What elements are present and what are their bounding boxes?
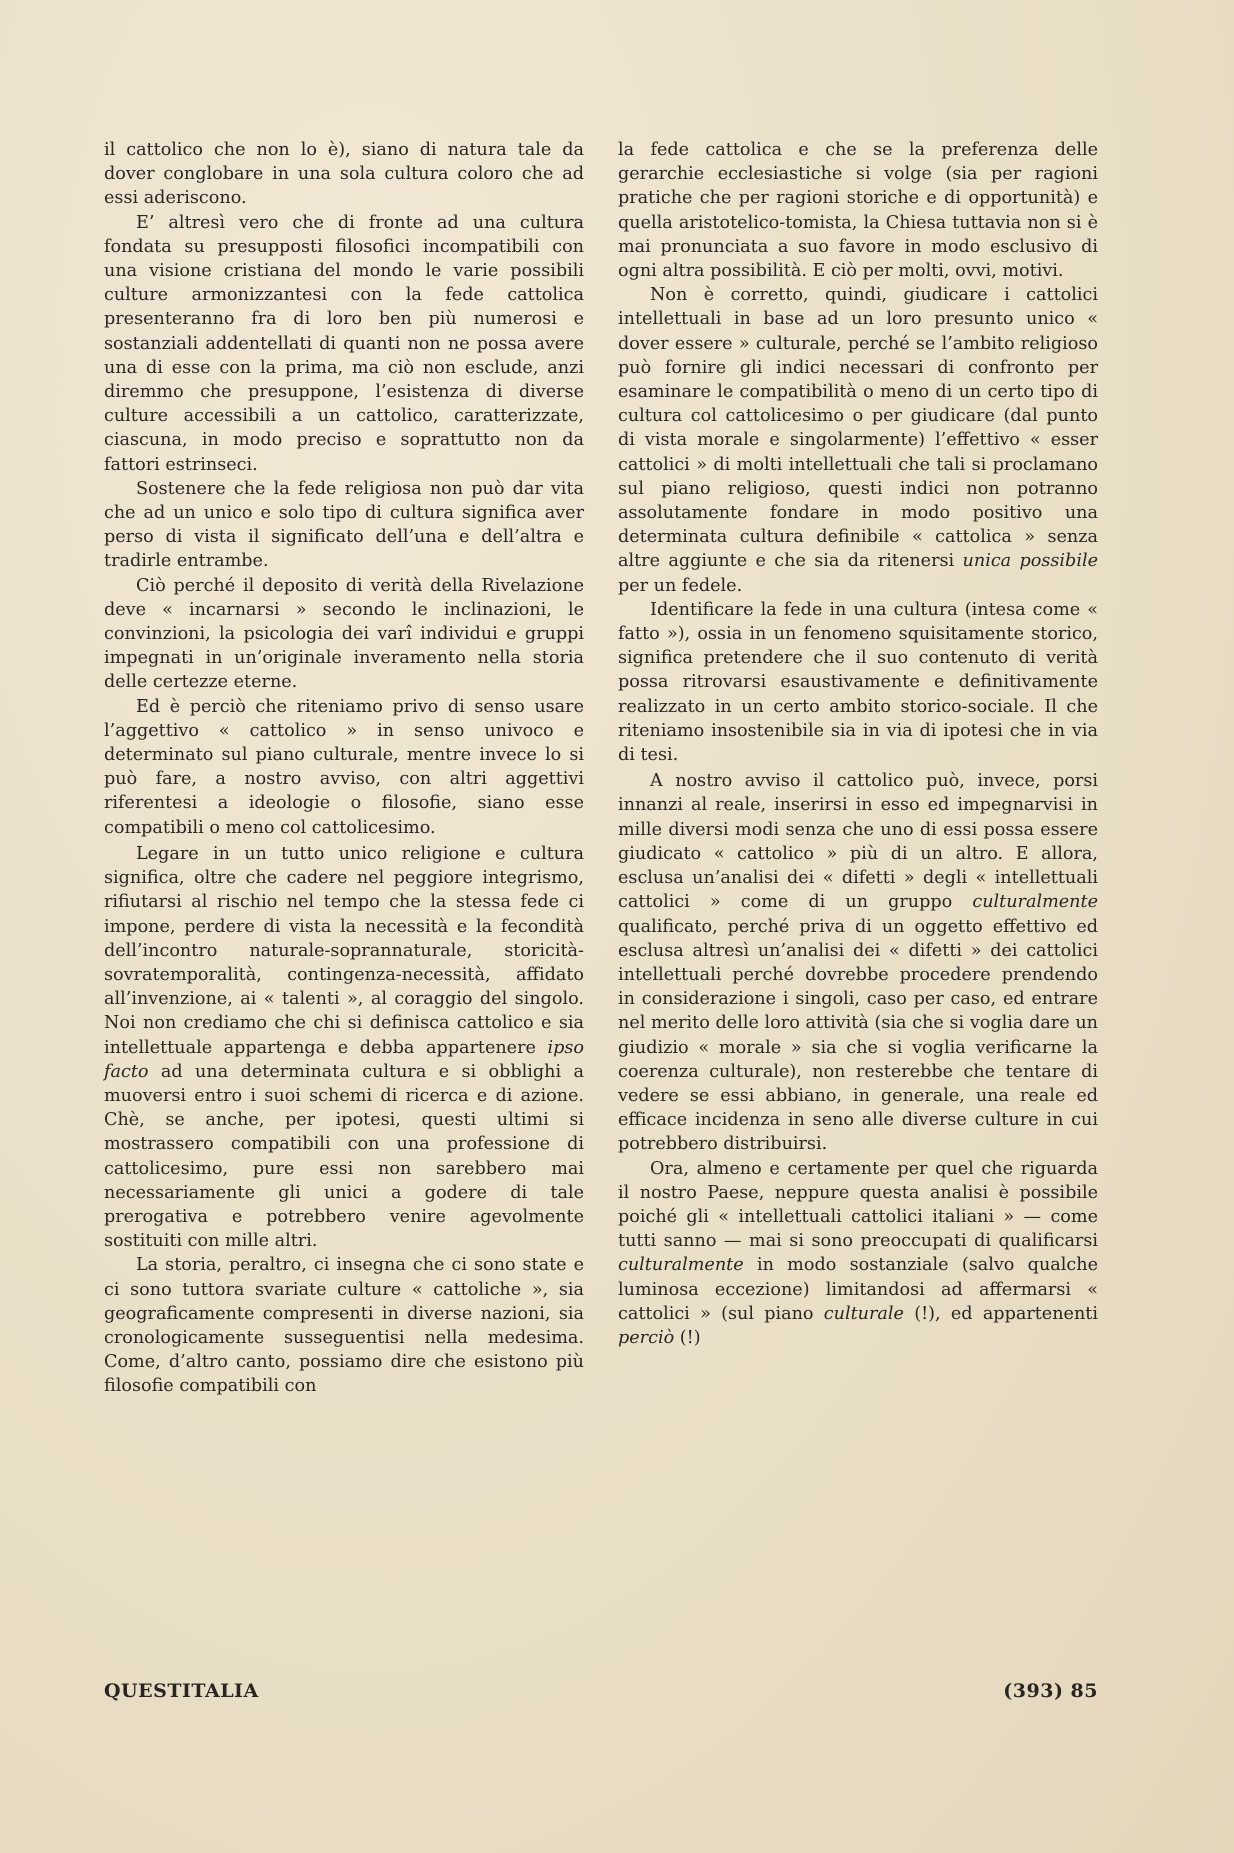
paragraph: Ora, almeno e certamente per quel che riguarda il nostro Paese, neppure questa analisi è possibile poiché gli « intellettuali cattolici italiani » — come tutti sanno — mai si sono preoccupati di qualificarsi culturalmente in modo sostanziale (salvo qualche luminosa eccezione) limitandosi ad affermarsi « cattolici » (sul piano culturale (!), ed appartenenti perciò (!) [618,1158,1098,1348]
paragraph: il cattolico che non lo è), siano di natura tale da dover conglobare in una sola cultura coloro che ad essi aderiscono. [104,140,584,209]
paragraph: A nostro avviso il cattolico può, invece, porsi innanzi al reale, inserirsi in esso ed impegnarvisi in mille diversi modi senza che uno di essi possa essere giudicato « cattolico » più di un altro. E allora, esclusa un’analisi dei « difetti » degli « intellettuali cattolici » come di un gruppo culturalmente qualificato, perché priva di un oggetto effettivo ed esclusa altresì un’analisi dei « difetti » dei cattolici intellettuali perché dovrebbe procedere prendendo in considerazione i singoli, caso per caso, ed entrare nel merito delle loro attività (sia che si voglia dare un giudizio « morale » sia che si voglia verificarne la coerenza culturale), non resterebbe che tentare di vedere se essi abbiano, in generale, una reale ed efficace incidenza in seno alle diverse culture in cui potrebbero distribuirsi. [618,771,1098,1155]
page-number: (393) 85 [1003,1680,1098,1702]
paragraph: Ciò perché il deposito di verità della Rivelazione deve « incarnarsi » secondo le inclinazioni, le convinzioni, la psicologia dei varî individui e gruppi impegnati in un’originale inveramento nella storia delle certezze eterne. [104,575,584,693]
paragraph: La storia, peraltro, ci insegna che ci sono state e ci sono tuttora svariate culture « cattoliche », sia geograficamente compresenti in diverse nazioni, sia cronologicamente susseguentisi nella medesima. Come, d’altro canto, possiamo dire che esistono più filosofie compatibili con [104,1255,584,1397]
paragraph: E’ altresì vero che di fronte ad una cultura fondata su presupposti filosofici incompatibili con una visione cristiana del mondo le varie possibili culture armonizzantesi con la fede cattolica presenteranno fra di loro ben più numerosi e sostanziali addentellati di quanti non ne possa avere una di esse con la prima, ma ciò non esclude, anzi diremmo che presuppone, l’esistenza di diverse culture accessibili a un cattolico, caratterizzate, ciascuna, in modo preciso e soprattutto non da fattori estrinseci. [104,212,584,475]
left-text-column [104,138,584,1399]
paragraph: la fede cattolica e che se la preferenza delle gerarchie ecclesiastiche si volge (sia per ragioni pratiche che per ragioni storiche e di opportunità) e quella aristotelico-tomista, la Chiesa tuttavia non si è mai pronunciata a suo favore in modo esclusivo di ogni altra possibilità. E ciò per molti, ovvi, motivi. [618,140,1098,282]
paragraph: Identificare la fede in una cultura (intesa come « fatto »), ossia in un fenomeno squisitamente storico, significa pretendere che il suo contenuto di verità possa ritrovarsi esaustivamente e definitivamente realizzato in un certo ambito storico-sociale. Il che riteniamo insostenibile sia in via di ipotesi che in via di tesi. [618,599,1098,766]
paragraph: Ed è perciò che riteniamo privo di senso usare l’aggettivo « cattolico » in senso univoco e determinato sul piano culturale, mentre invece lo si può fare, a nostro avviso, con altri aggettivi riferentesi a ideologie o filosofie, siano esse compatibili o meno col cattolicesimo. [104,696,584,838]
right-text-column [618,138,1098,1350]
paragraph: Legare in un tutto unico religione e cultura significa, oltre che cadere nel peggiore integrismo, rifiutarsi al rischio nel tempo che la stessa fede ci impone, perdere di vista la necessità e la fecondità dell’incontro naturale-soprannaturale, storicità-sovratemporalità, contingenza-necessità, affidato all’invenzione, ai « talenti », al coraggio del singolo. Noi non crediamo che chi si definisca cattolico e sia intellettuale appartenga e debba appartenere ipso facto ad una determinata cultura e si obblighi a muoversi entro i suoi schemi di ricerca e di azione. Chè, se anche, per ipotesi, questi ultimi si mostrassero compatibili con una professione di cattolicesimo, pure essi non sarebbero mai necessariamente gli unici a godere di tale prerogativa e potrebbero venire agevolmente sostituiti con mille altri. [104,843,584,1252]
paragraph: Sostenere che la fede religiosa non può dar vita che ad un unico e solo tipo di cultura significa aver perso di vista il significato dell’una e dell’altra e tradirle entrambe. [104,478,584,572]
magazine-name: QUESTITALIA [104,1680,259,1702]
paragraph: Non è corretto, quindi, giudicare i cattolici intellettuali in base ad un loro presunto unico « dover essere » culturale, perché se l’ambito religioso può fornire gli indici necessari di confronto per esaminare le compatibilità o meno di un certo tipo di cultura col cattolicesimo o per giudicare (dal punto di vista morale e singolarmente) l’effettivo « esser cattolici » di molti intellettuali che tali si proclamano sul piano religioso, questi indici non potranno assolutamente fondare in modo positivo una determinata cultura definibile « cattolica » senza altre aggiunte e che sia da ritenersi unica possibile per un fedele. [618,285,1098,596]
